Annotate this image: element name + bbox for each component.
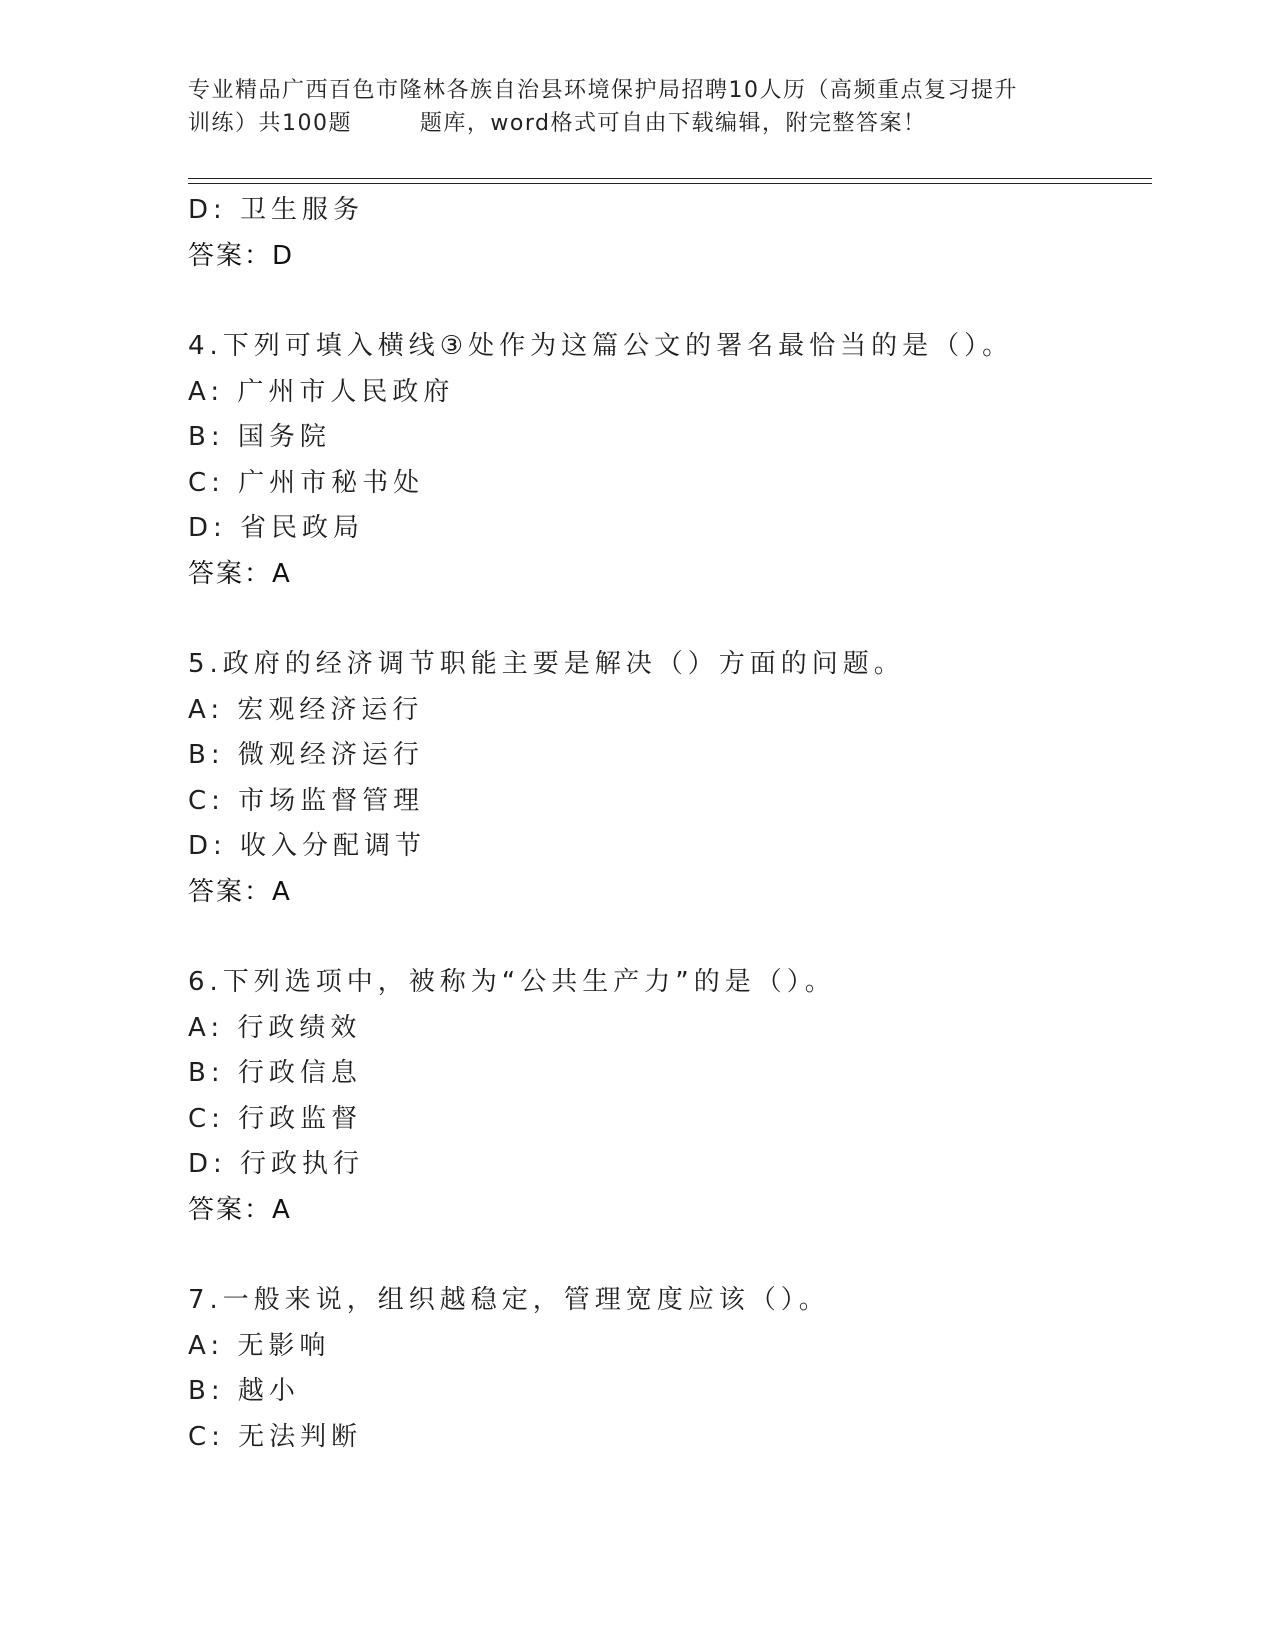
option-b: B: 越小 [188,1376,300,1406]
option-b: B: 行政信息 [188,1058,362,1088]
header-line-1: 专业精品广西百色市隆林各族自治县环境保护局招聘10人历（高频重点复习提升 [188,78,1018,103]
option-b: B: 国务院 [188,422,331,452]
answer: 答案：A [188,876,292,907]
header-rule-bottom [188,183,1152,184]
spacer [188,1233,1148,1278]
spacer [188,279,1148,324]
option-d: D: 收入分配调节 [188,831,427,861]
question-stem: 7.一般来说，组织越稳定，管理宽度应该（）。 [188,1285,830,1315]
option-a: A: 行政绩效 [188,1012,362,1043]
question-stem: 5.政府的经济调节职能主要是解决（）方面的问题。 [188,649,905,679]
header-line-2: 训练）共100题 题库，word格式可自由下载编辑，附完整答案！ [188,111,927,136]
question-stem: 4.下列可填入横线③处作为这篇公文的署名最恰当的是（）。 [188,331,1014,361]
answer: 答案：A [188,558,292,589]
option-b: B: 微观经济运行 [188,740,424,770]
option-c: C: 广州市秘书处 [188,467,425,498]
option-a: A: 广州市人民政府 [188,376,455,407]
q3-option-d: D: 卫生服务 [188,195,365,225]
option-c: C: 市场监督管理 [188,785,425,816]
option-a: A: 无影响 [188,1330,331,1361]
header-rule-top [188,178,1152,179]
option-a: A: 宏观经济运行 [188,694,424,725]
option-d: D: 行政执行 [188,1149,365,1179]
answer: 答案：A [188,1194,292,1225]
question-stem: 6.下列选项中，被称为“公共生产力”的是（）。 [188,967,836,997]
question-7 [188,1278,1148,1460]
spacer [188,597,1148,642]
option-d: D: 省民政局 [188,513,365,543]
question-6 [188,960,1148,1233]
question-4 [188,324,1148,597]
option-c: C: 无法判断 [188,1421,363,1452]
spacer [188,915,1148,960]
question-list [188,188,1148,1460]
document-header [188,74,1088,140]
option-c: C: 行政监督 [188,1103,363,1134]
question-5 [188,642,1148,915]
q3-answer: 答案：D [188,240,295,271]
